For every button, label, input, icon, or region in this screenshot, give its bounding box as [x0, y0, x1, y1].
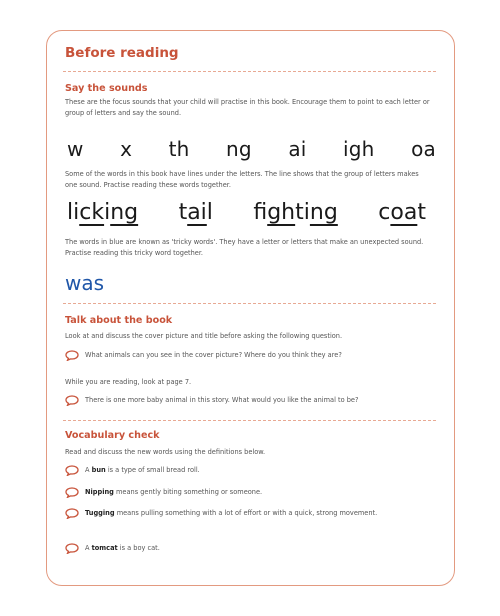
- vocab-word: Nipping: [85, 488, 114, 496]
- question-text: There is one more baby animal in this story. What would you like the animal to be?: [85, 396, 359, 404]
- question-item: [65, 350, 432, 361]
- question-text: What animals can you see in the cover picture? Where do you think they are?: [85, 351, 342, 359]
- talk-heading: Talk about the book: [65, 315, 173, 326]
- speech-bubble-icon: [65, 350, 79, 361]
- talk-intro: Look at and discuss the cover picture and title before asking the following question.: [65, 332, 343, 340]
- practice-word: tail: [178, 200, 213, 225]
- tricky-intro: The words in blue are known as 'tricky words'. They have a letter or letters that make an unexpected sound. Practise reading this tricky word together.: [65, 238, 424, 257]
- page-title: Before reading: [65, 45, 179, 61]
- vocab-word: Tugging: [85, 509, 115, 517]
- words-intro: Some of the words in this book have lines under the letters. The line shows that the group of letters makes one sound. Practise reading these words together.: [65, 170, 419, 189]
- practice-words-row: [67, 200, 426, 225]
- before-reading-card: [46, 30, 455, 586]
- speech-bubble-icon: [65, 395, 79, 406]
- while-reading-text: While you are reading, look at page 7.: [65, 378, 192, 386]
- speech-bubble-icon: [65, 508, 79, 519]
- say-sounds-heading: Say the sounds: [65, 83, 148, 94]
- vocab-definition: A bun is a type of small bread roll.: [85, 466, 200, 474]
- practice-word: coat: [378, 200, 426, 225]
- vocab-item: [65, 487, 432, 498]
- speech-bubble-icon: [65, 487, 79, 498]
- vocab-item: [65, 508, 432, 519]
- vocab-intro: Read and discuss the new words using the definitions below.: [65, 448, 266, 456]
- vocab-word: tomcat: [91, 544, 118, 552]
- vocab-word: bun: [91, 466, 106, 474]
- vocab-item: [65, 465, 432, 476]
- practice-word: fighting: [253, 200, 338, 225]
- speech-bubble-icon: [65, 465, 79, 476]
- sound: x: [120, 137, 133, 161]
- practice-word: licking: [67, 200, 139, 225]
- vocab-item: [65, 543, 432, 554]
- divider: [63, 420, 436, 421]
- question-item: [65, 395, 432, 406]
- speech-bubble-icon: [65, 543, 79, 554]
- sound: w: [67, 137, 84, 161]
- say-sounds-intro: These are the focus sounds that your child will practise in this book. Encourage them to point to each letter or group of letters and say the sound.: [65, 98, 430, 117]
- sound: ai: [288, 137, 307, 161]
- vocab-heading: Vocabulary check: [65, 430, 160, 441]
- tricky-word: was: [65, 271, 105, 295]
- sound: oa: [411, 137, 436, 161]
- sound: th: [168, 137, 190, 161]
- divider: [63, 303, 436, 304]
- sound: ng: [226, 137, 252, 161]
- focus-sounds-row: [67, 137, 436, 161]
- vocab-definition: Nipping means gently biting something or someone.: [85, 488, 263, 496]
- sound: igh: [343, 137, 375, 161]
- vocab-definition: Tugging means pulling something with a lot of effort or with a quick, strong movement.: [85, 509, 378, 517]
- vocab-definition: A tomcat is a boy cat.: [85, 544, 160, 552]
- divider: [63, 71, 436, 72]
